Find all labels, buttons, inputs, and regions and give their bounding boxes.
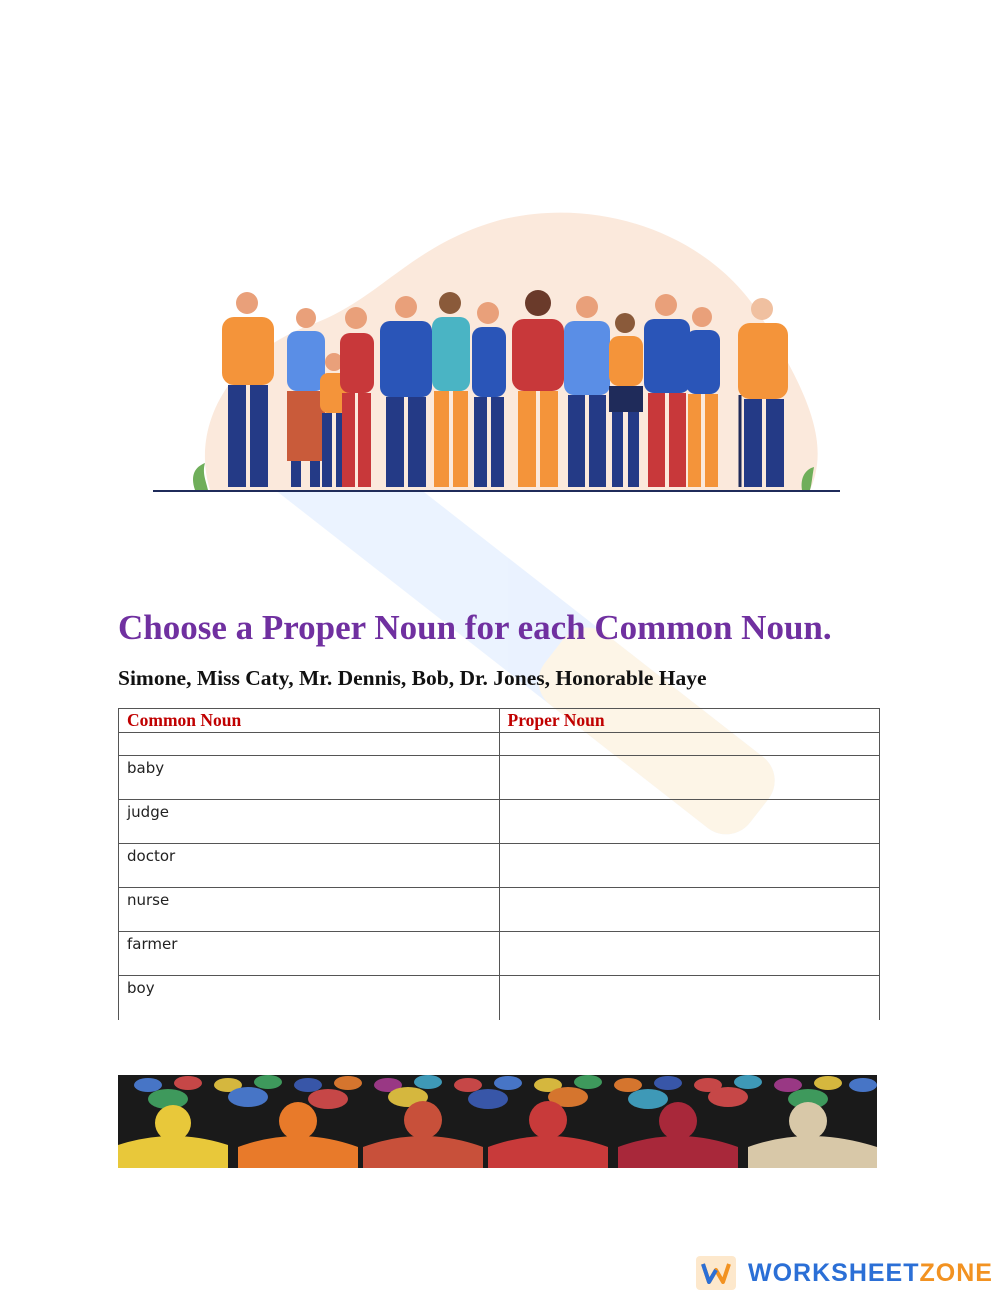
common-noun-cell: judge — [119, 800, 500, 844]
group-of-people-illustration — [150, 205, 845, 500]
blank-cell — [499, 733, 880, 756]
brand-name-part1: WORKSHEET — [748, 1258, 920, 1287]
table-row — [119, 844, 880, 888]
proper-noun-answer-cell[interactable] — [499, 844, 880, 888]
proper-noun-answer-cell[interactable] — [499, 888, 880, 932]
table-row — [119, 800, 880, 844]
common-noun-cell: boy — [119, 976, 500, 1020]
common-noun-cell: farmer — [119, 932, 500, 976]
table-header-row — [119, 709, 880, 733]
blank-cell — [119, 733, 500, 756]
word-bank: Simone, Miss Caty, Mr. Dennis, Bob, Dr. Jones, Honorable Haye — [118, 666, 707, 690]
worksheet-title: Choose a Proper Noun for each Common Noun. — [118, 608, 832, 647]
table-row — [119, 756, 880, 800]
noun-table — [118, 708, 880, 1020]
crowd-silhouette-banner — [118, 1075, 877, 1168]
table-blank-row — [119, 733, 880, 756]
column-header-proper-noun: Proper Noun — [499, 709, 880, 733]
proper-noun-answer-cell[interactable] — [499, 932, 880, 976]
table-row — [119, 932, 880, 976]
worksheetzone-w-logo-icon — [696, 1256, 736, 1290]
brand-name — [748, 1259, 993, 1288]
brand-name-part2: ZONE — [919, 1258, 993, 1287]
common-noun-cell: nurse — [119, 888, 500, 932]
proper-noun-answer-cell[interactable] — [499, 756, 880, 800]
worksheetzone-brand — [696, 1255, 993, 1291]
common-noun-cell: baby — [119, 756, 500, 800]
common-noun-cell: doctor — [119, 844, 500, 888]
table-row — [119, 976, 880, 1020]
proper-noun-answer-cell[interactable] — [499, 976, 880, 1020]
proper-noun-answer-cell[interactable] — [499, 800, 880, 844]
table-row — [119, 888, 880, 932]
column-header-common-noun: Common Noun — [119, 709, 500, 733]
